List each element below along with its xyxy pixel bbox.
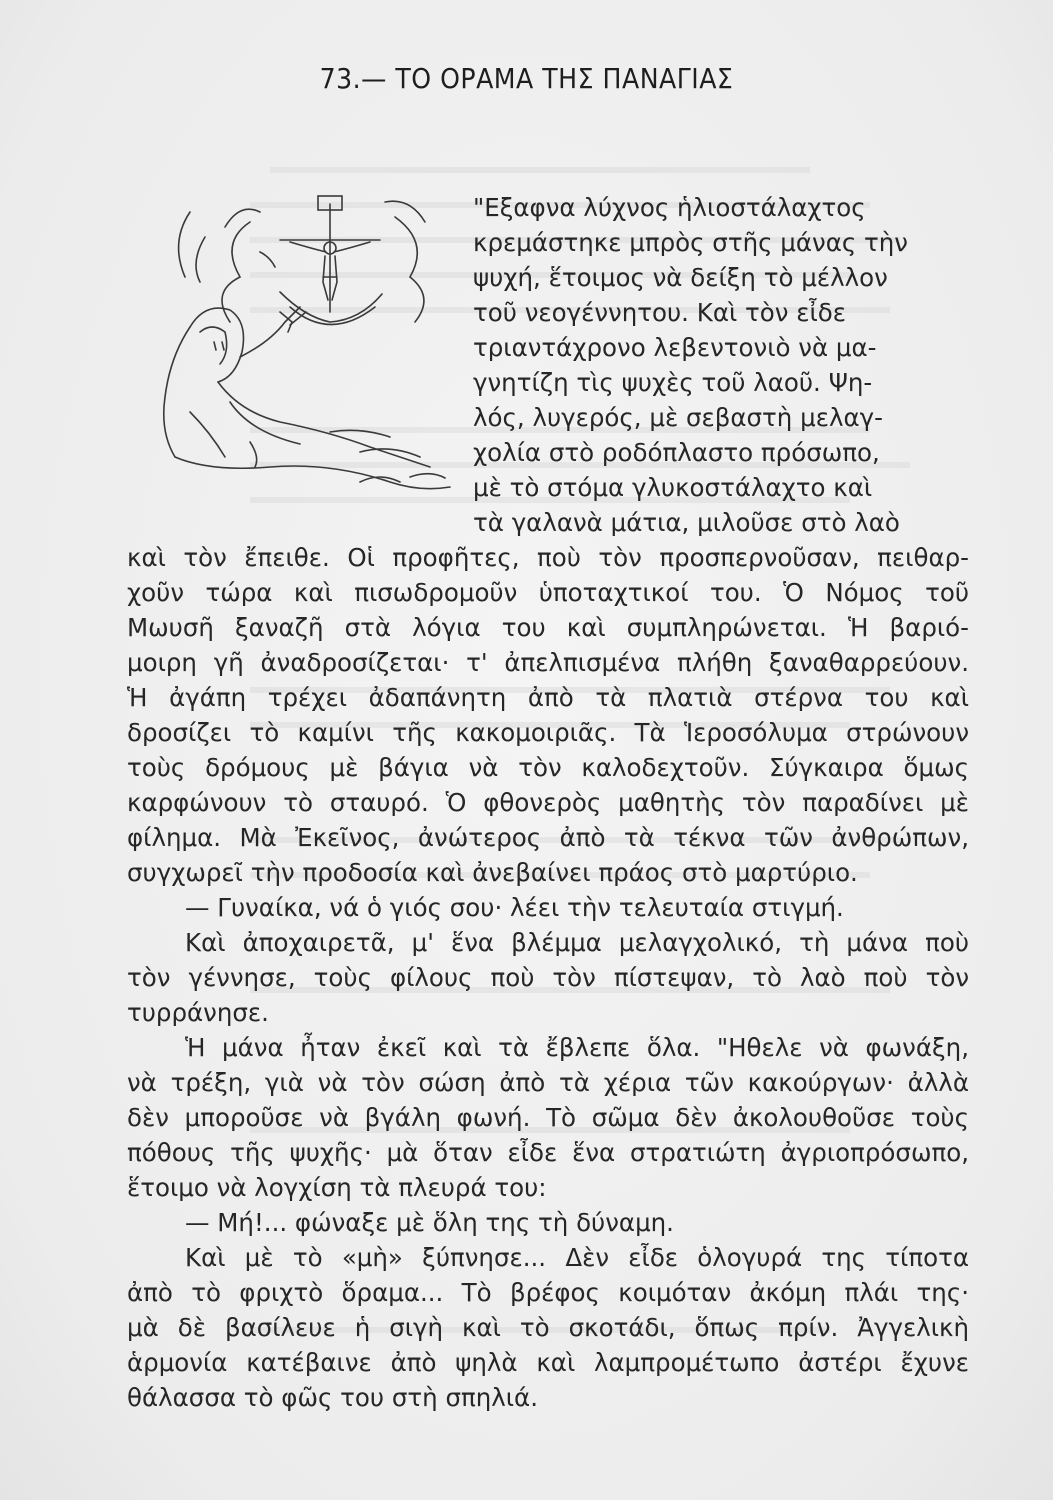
text-line: ἀπὸ τὸ φριχτὸ ὅραμα... Τὸ βρέφος κοιμόταν ἀκόμη πλάι της· — [127, 1278, 969, 1307]
text-line: Ἡ ἀγάπη τρέχει ἀδαπάνητη ἀπὸ τὰ πλατιὰ στέρνα του καὶ — [127, 683, 969, 712]
text-line: τυρράνησε. — [127, 998, 269, 1027]
page-title: 73.— ΤΟ ΟΡΑΜΑ ΤΗΣ ΠΑΝΑΓΙΑΣ — [319, 62, 734, 95]
text-line: Μωυσῆ ξαναζῆ στὰ λόγια του καὶ συμπληρώνεται. Ἡ βαριό- — [127, 613, 969, 642]
text-line: χολία στὸ ροδόπλαστο πρόσωπο, — [473, 438, 880, 467]
text-line: πόθους τῆς ψυχῆς· μὰ ὅταν εἶδε ἕνα στρατιώτη ἀγριοπρόσωπο, — [127, 1138, 969, 1167]
text-line: καὶ τὸν ἔπειθε. Οἱ προφῆτες, ποὺ τὸν προσπερνοῦσαν, πειθαρ- — [127, 543, 969, 572]
text-line: τὰ γαλανὰ μάτια, μιλοῦσε στὸ λαὸ — [473, 508, 900, 537]
text-line: γνητίζη τὶς ψυχὲς τοῦ λαοῦ. Ψη- — [473, 368, 873, 397]
full-width-paragraphs — [127, 540, 969, 1415]
text-line: ἁρμονία κατέβαινε ἀπὸ ψηλὰ καὶ λαμπρομέτωπο ἀστέρι ἔχυνε — [127, 1348, 969, 1377]
text-line: τριαντάχρονο λεβεντονιὸ νὰ μα- — [473, 333, 877, 362]
text-line: δροσίζει τὸ καμίνι τῆς κακομοιριᾶς. Τὰ Ἱεροσόλυμα στρώνουν — [127, 718, 969, 747]
text-line: Καὶ μὲ τὸ «μὴ» ξύπνησε... Δὲν εἶδε ὁλογυρά της τίποτα — [185, 1243, 969, 1272]
text-line: κρεμάστηκε μπρὸς στῆς μάνας τὴν — [473, 228, 908, 257]
text-line: Ἡ μάνα ἦταν ἐκεῖ καὶ τὰ ἔβλεπε ὅλα. "Ηθελε νὰ φωνάξη, — [185, 1033, 969, 1062]
text-line: — Γυναίκα, νά ὁ γιός σου· λέει τὴν τελευταία στιγμή. — [185, 893, 844, 922]
text-line: χοῦν τώρα καὶ πισωδρομοῦν ὑποταχτικοί του. Ὁ Νόμος τοῦ — [127, 578, 969, 607]
text-line: ἕτοιμο νὰ λογχίση τὰ πλευρά του: — [127, 1173, 547, 1202]
text-line: φίλημα. Μὰ Ἐκεῖνος, ἀνώτερος ἀπὸ τὰ τέκνα τῶν ἀνθρώπων, — [127, 823, 969, 852]
text-line: τὸν γέννησε, τοὺς φίλους ποὺ τὸν πίστεψαν, τὸ λαὸ ποὺ τὸν — [127, 963, 969, 992]
text-line: τοὺς δρόμους μὲ βάγια νὰ τὸν καλοδεχτοῦν. Σύγκαιρα ὅμως — [127, 753, 969, 782]
text-line: μὲ τὸ στόμα γλυκοστάλαχτο καὶ — [473, 473, 873, 502]
text-line: — Μή!... φώναξε μὲ ὅλη της τὴ δύναμη. — [185, 1208, 674, 1237]
text-line: μοιρη γῆ ἀναδροσίζεται· τ' ἀπελπισμένα πλήθη ξαναθαρρεύουν. — [127, 648, 969, 677]
text-line: δὲν μποροῦσε νὰ βγάλη φωνή. Τὸ σῶμα δὲν ἀκολουθοῦσε τοὺς — [127, 1103, 969, 1132]
text-line: τοῦ νεογέννητου. Καὶ τὸν εἶδε — [473, 298, 847, 327]
text-line: θάλασσα τὸ φῶς του στὴ σπηλιά. — [127, 1383, 538, 1412]
text-line: ψυχή, ἕτοιμος νὰ δείξη τὸ μέλλον — [473, 263, 888, 292]
body-text — [127, 190, 969, 1415]
text-line: Καὶ ἀποχαιρετᾶ, μ' ἕνα βλέμμα μελαγχολικό, τὴ μάνα ποὺ — [185, 928, 969, 957]
text-line: νὰ τρέξη, γιὰ νὰ τὸν σώση ἀπὸ τὰ χέρια τῶν κακούργων· ἀλλὰ — [127, 1068, 969, 1097]
text-line: μὰ δὲ βασίλευε ἡ σιγὴ καὶ τὸ σκοτάδι, ὅπως πρίν. Ἀγγελικὴ — [127, 1313, 969, 1342]
wrapped-paragraph — [127, 190, 969, 540]
text-line: "Εξαφνα λύχνος ἡλιοστάλαχτος — [473, 193, 866, 222]
text-line: συγχωρεῖ τὴν προδοσία καὶ ἀνεβαίνει πράος στὸ μαρτύριο. — [127, 858, 858, 887]
text-line: λός, λυγερός, μὲ σεβαστὴ μελαγ- — [473, 403, 883, 432]
text-line: καρφώνουν τὸ σταυρό. Ὁ φθονερὸς μαθητὴς τὸν παραδίνει μὲ — [127, 788, 969, 817]
